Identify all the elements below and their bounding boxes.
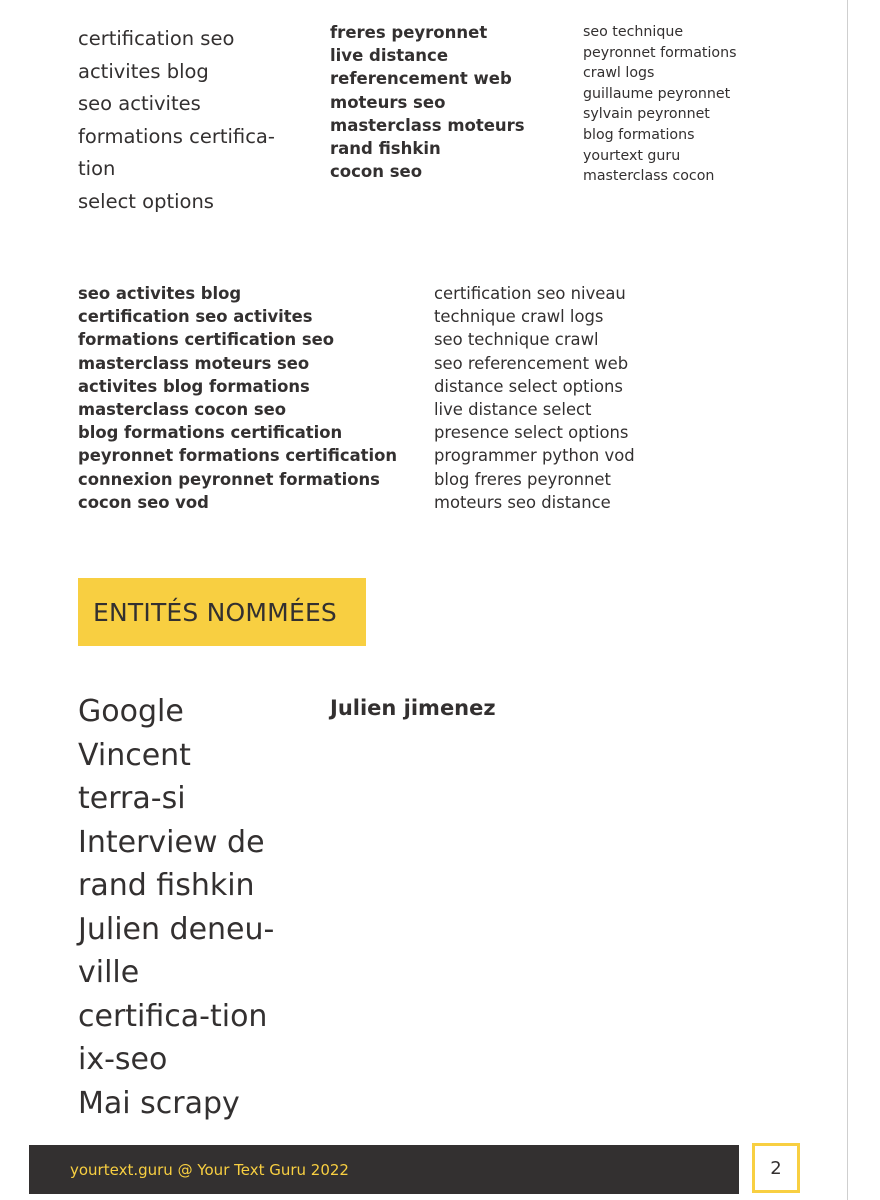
list-item: moteurs seo distance — [434, 492, 611, 512]
list-item: formations certification seo — [78, 330, 334, 350]
list-item: moteurs seo — [330, 92, 446, 112]
list-item: activites blog formations — [78, 376, 310, 396]
keyword-list-3 — [583, 22, 736, 187]
list-item: programmer python vod — [434, 446, 635, 466]
list-item: live distance — [330, 46, 449, 66]
list-item: seo technique — [583, 24, 684, 40]
list-item: referencement web — [330, 69, 512, 89]
footer-text: yourtext.guru @ Your Text Guru 2022 — [70, 1160, 349, 1179]
keyword-list-1 — [78, 23, 278, 218]
list-item: blog formations — [583, 126, 695, 143]
list-item: select options — [78, 189, 214, 213]
list-item: masterclass moteurs seo — [78, 353, 310, 373]
list-item: cocon seo vod — [78, 492, 209, 512]
list-item: peyronnet formations — [583, 44, 737, 61]
page-number: 2 — [752, 1143, 800, 1193]
list-item: seo activites blog — [78, 284, 242, 303]
entities-list-1 — [78, 690, 278, 1125]
list-item: seo referencement web — [434, 353, 629, 373]
list-item: certification seo activites — [78, 307, 313, 327]
list-item: seo activites — [78, 92, 201, 115]
list-item: blog formations certification — [78, 423, 343, 443]
list-item: blog freres peyronnet — [434, 469, 611, 489]
list-item: Mai scrapy — [78, 1085, 240, 1121]
list-item: freres peyronnet — [330, 23, 488, 42]
list-item: Julien jimenez — [330, 696, 496, 720]
entities-list-2 — [330, 690, 496, 726]
list-item: distance select options — [434, 376, 623, 396]
list-item: masterclass cocon — [583, 168, 715, 185]
list-item: Vincent terra-si — [78, 737, 191, 816]
list-item: masterclass moteurs — [330, 115, 525, 135]
list-item: certification seo — [78, 27, 235, 50]
footer-bar — [29, 1145, 739, 1194]
list-item: yourtext guru — [583, 147, 681, 164]
list-item: live distance select — [434, 400, 592, 420]
section-heading: ENTITÉS NOMMÉES — [78, 578, 366, 646]
list-item: certification seo niveau — [434, 284, 626, 303]
list-item: crawl logs — [583, 65, 655, 82]
list-item: cocon seo — [330, 162, 423, 182]
list-item: connexion peyronnet formations — [78, 469, 380, 489]
list-item: guillaume peyronnet — [583, 85, 731, 102]
list-item: Interview de rand fishkin — [78, 824, 265, 903]
list-item: formations certifica-tion — [78, 124, 275, 180]
list-item: activites blog — [78, 59, 209, 83]
list-item: Google — [78, 694, 184, 729]
keyword-list-4 — [78, 282, 397, 514]
list-item: seo technique crawl — [434, 330, 599, 350]
list-item: Julien deneu-ville certifica-tion ix-seo — [78, 911, 275, 1077]
list-item: presence select options — [434, 423, 629, 443]
keyword-list-2 — [330, 21, 525, 183]
list-item: rand fishkin — [330, 139, 441, 159]
list-item: masterclass cocon seo — [78, 400, 287, 420]
list-item: technique crawl logs — [434, 307, 604, 327]
list-item: sylvain peyronnet — [583, 106, 710, 123]
page-edge-line — [847, 0, 848, 1200]
keyword-list-5 — [434, 282, 635, 514]
list-item: peyronnet formations certification — [78, 446, 398, 466]
